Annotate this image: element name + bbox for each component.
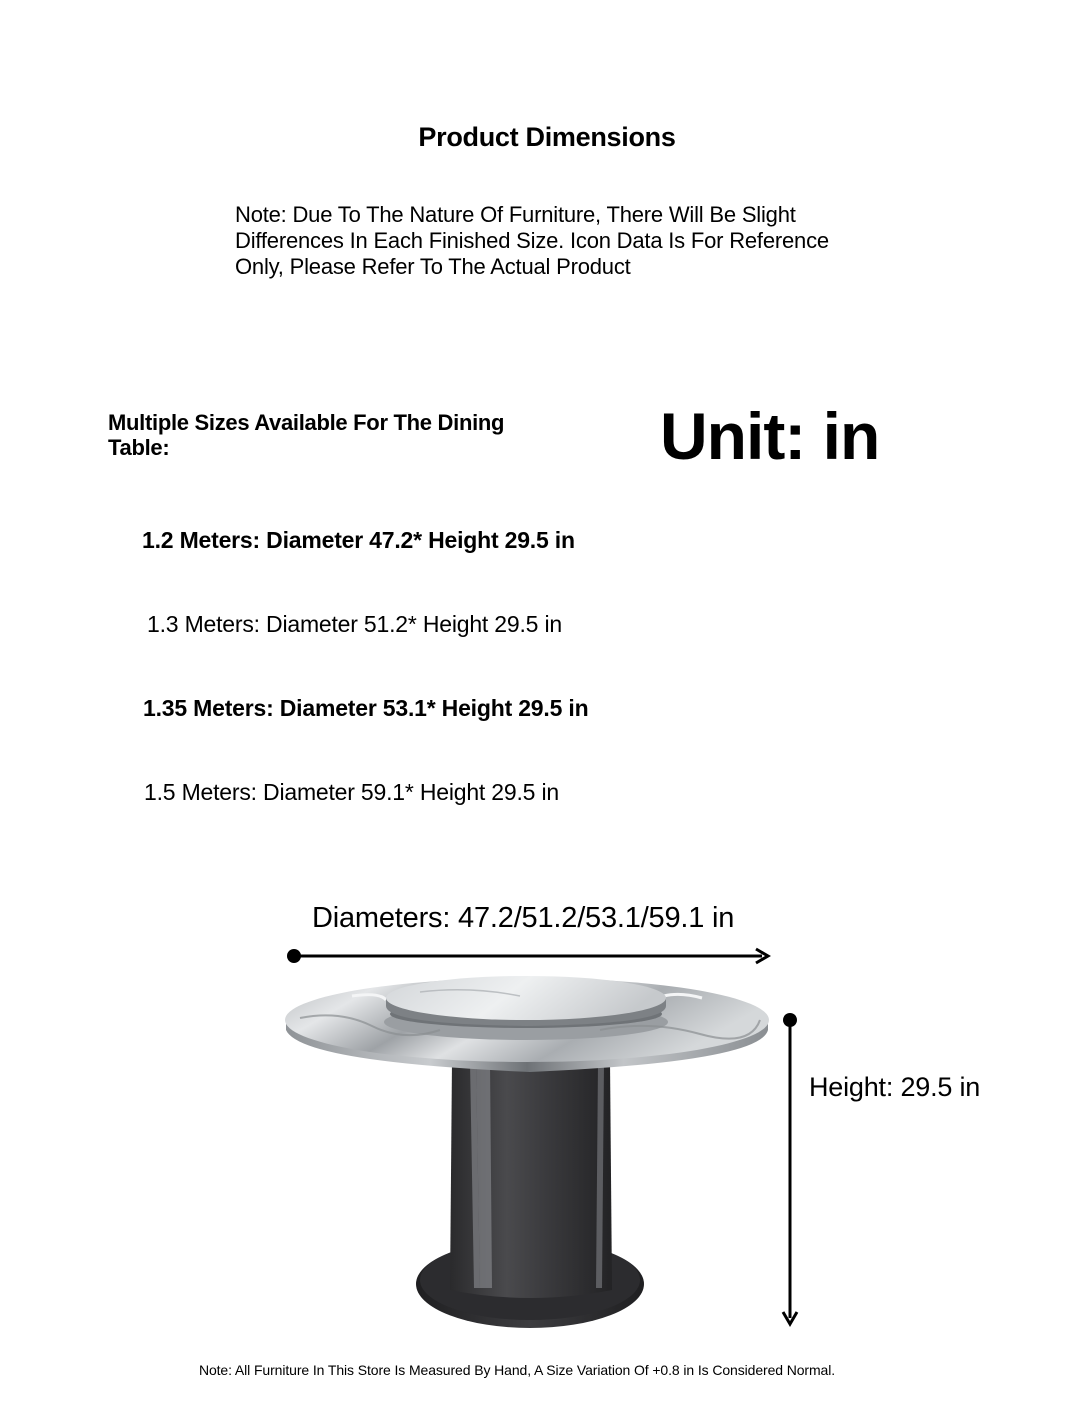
bottom-note: Note: All Furniture In This Store Is Measured By Hand, A Size Variation Of +0.8 in Is Considered Normal.: [198, 1362, 836, 1378]
size-option-4: 1.5 Meters: Diameter 59.1* Height 29.5 in: [144, 779, 559, 805]
size-option-3: 1.35 Meters: Diameter 53.1* Height 29.5 in: [143, 695, 589, 721]
dining-table-image: [285, 976, 769, 1328]
top-note: Note: Due To The Nature Of Furniture, There Will Be Slight Differences In Each Finished Size. Icon Data Is For Reference Only, Please Refer To The Actual Product: [235, 202, 829, 279]
sizes-heading: Multiple Sizes Available For The Dining Table:: [108, 410, 505, 460]
page-title: Product Dimensions: [418, 122, 676, 152]
unit-label: Unit: in: [660, 399, 880, 473]
size-option-1: 1.2 Meters: Diameter 47.2* Height 29.5 in: [142, 527, 575, 553]
diameter-label: Diameters: 47.2/51.2/53.1/59.1 in: [312, 902, 735, 934]
height-arrow: [783, 1013, 797, 1324]
height-label: Height: 29.5 in: [809, 1072, 981, 1102]
diameter-arrow: [287, 949, 768, 963]
size-option-2: 1.3 Meters: Diameter 51.2* Height 29.5 in: [147, 611, 562, 637]
